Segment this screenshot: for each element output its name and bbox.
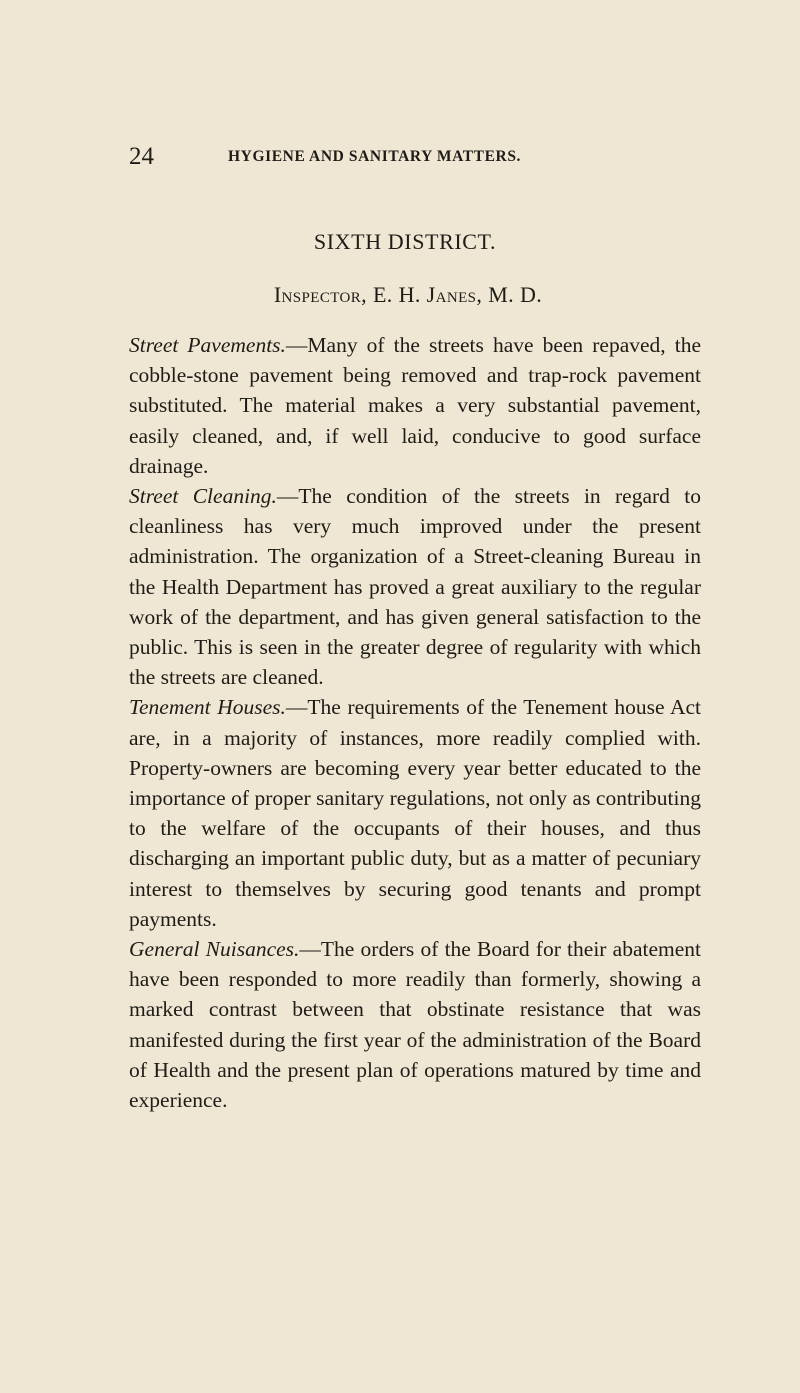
running-head: [129, 143, 669, 173]
body-text: [129, 330, 701, 1115]
paragraph-heading: General Nuisances.: [129, 937, 300, 962]
paragraph-text: —The orders of the Board for their abatement have been responded to more readily than formerly, showing a marked contrast between that obstinate resistance that was manifested during the first year of the administration of the Board of Health and the present plan of operations matured by time and experience.: [129, 937, 701, 1113]
paragraph-heading: Street Pavements.: [129, 333, 286, 357]
paragraph-text: —The condition of the streets in regard to cleanliness has very much improved under the present administration. The organization of a Street-cleaning Bureau in the Health Department has proved a great auxiliary to the regular work of the department, and has given general satisfaction to the public. This is seen in the greater degree of regularity with which the streets are cleaned.: [129, 484, 702, 690]
paragraph-tenement-houses: [129, 692, 701, 934]
page-number: 24: [129, 143, 154, 170]
paragraph-heading: Street Cleaning.: [129, 484, 277, 509]
running-title: HYGIENE AND SANITARY MATTERS.: [228, 148, 522, 165]
inspector-line: Inspector, E. H. Janes, M. D.: [273, 282, 543, 307]
paragraph-general-nuisances: [129, 934, 701, 1115]
paragraph-heading: Tenement Houses.: [129, 695, 286, 720]
paragraph-street-pavements: [129, 330, 701, 481]
paragraph-street-cleaning: [129, 481, 701, 692]
paragraph-text: —Many of the streets have been repaved, the cobble-stone pavement being removed and trap-rock pavement substituted. The material makes a very substantial pavement, easily cleaned, and, if well laid, conducive to good surface drainage.: [129, 333, 701, 478]
section-title: SIXTH DISTRICT.: [313, 229, 497, 254]
paragraph-text: —The requirements of the Tenement house Act are, in a majority of instances, more readily complied with. Property-owners are becoming every year better educated to the importance of proper sanitary regulations, not only as contributing to the welfare of the occupants of their houses, and thus discharging an important public duty, but as a matter of pecuniary interest to themselves by securing good tenants and prompt payments.: [129, 695, 701, 931]
